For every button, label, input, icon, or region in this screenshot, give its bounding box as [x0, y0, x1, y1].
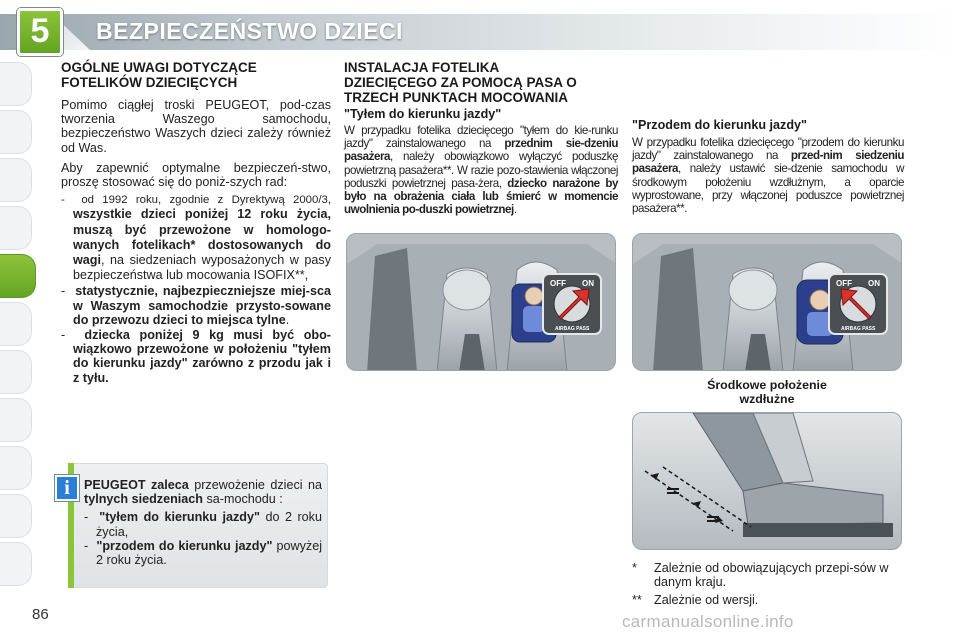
- installation-heading: [344, 60, 618, 105]
- info-item-1: [84, 510, 322, 538]
- chapter-number: 5: [17, 8, 63, 56]
- bullet2-post: .: [285, 312, 290, 327]
- footnote-2: [632, 593, 904, 607]
- bullet1-post: , na siedzeniach wyposażonych w pasy bezpieczeństwa lub mocowania ISOFIX**,: [73, 253, 331, 283]
- footnote-1-text: Zależnie od obowiązujących przepi-sów w danym kraju.: [654, 561, 889, 590]
- forward-bold-1: przed-nim siedzeniu pasażera: [632, 149, 904, 176]
- chapter-tab-8[interactable]: [0, 398, 32, 442]
- middle-position-marks: [667, 489, 719, 521]
- seat-slide-diagram: [633, 413, 902, 550]
- switch2-caption: AIRBAG PASS: [841, 326, 876, 332]
- bullet1-text: od 1992 roku, zgodnie z Dyrektywą 2000/3,: [81, 194, 332, 207]
- footnote-2-text: Zależnie od wersji.: [654, 593, 759, 608]
- installation-heading-line1: INSTALACJA FOTELIKA: [344, 60, 500, 75]
- advice-bullet-2: [61, 284, 331, 327]
- info-item-2: [84, 539, 322, 567]
- info-box-text-1: przewożenie dzieci na: [188, 478, 322, 492]
- installation-heading-line2: DZIECIĘCEGO ZA POMOCĄ PASA O: [344, 75, 577, 90]
- info-box-content: [84, 478, 322, 567]
- footnote-1: [632, 561, 904, 589]
- info-box-text-2: sa-mochodu :: [202, 492, 283, 507]
- info-icon: i: [55, 475, 79, 501]
- caption-line1: Środkowe położenie: [707, 378, 827, 392]
- middle-column: [344, 60, 618, 216]
- chapter-tab-9[interactable]: [0, 446, 32, 490]
- chapter-tab-3[interactable]: [0, 158, 32, 202]
- forward-facing-text: [632, 136, 904, 215]
- car-interior-rear-facing: [347, 234, 616, 371]
- info-item-2-text: powyżej 2 roku życia.: [96, 538, 323, 568]
- switch-caption: AIRBAG PASS: [555, 326, 590, 332]
- chapter-tab-11[interactable]: [0, 542, 32, 586]
- chapter-tab-6[interactable]: [0, 302, 32, 346]
- chapter-tab-10[interactable]: [0, 494, 32, 538]
- page-number: 86: [32, 606, 49, 623]
- intro-paragraph: Pomimo ciągłej troski PEUGEOT, pod-czas tworzenia Waszego samochodu, bezpieczeństwo Waszych dzieci zależy również od Was.: [61, 98, 331, 155]
- bullet-dash: -: [61, 328, 85, 343]
- rear-facing-illustration: [346, 233, 616, 371]
- info-dash-1: -: [84, 510, 89, 525]
- rear-bold-2: dziecko narażone by było na obrażenia ciała lub śmierć w momencie uwolnienia po-duszki powietrznej: [344, 176, 618, 217]
- left-column: [61, 60, 331, 385]
- bullet2-bold: statystycznie, najbezpieczniejsze miej-sca w Waszym samochodzie przysto-sowane do przewozu dzieci to miejsca tylne: [73, 284, 331, 327]
- general-heading-line1: OGÓLNE UWAGI DOTYCZĄCE: [61, 60, 257, 75]
- rear-facing-subheading: "Tyłem do kierunku jazdy": [344, 107, 502, 121]
- bullet3-bold: dziecka poniżej 9 kg musi być obo-wiązkowo przewożone w położeniu "tyłem do kierunku jazdy" zarówno z przodu jak i z tyłu.: [73, 328, 331, 385]
- info-box-text: [84, 478, 322, 506]
- slide-arrow-icons: [651, 473, 723, 523]
- general-heading: [61, 60, 331, 90]
- seat-slide-illustration: [632, 412, 902, 550]
- forward-facing-subheading: "Przodem do kierunku jazdy": [632, 118, 807, 132]
- forward-text-2: , należy ustawić sie-dzenie samochodu w środkowym położeniu wzdłużnym, a oparcie wyprostowane, przy włączonej poduszce powietrznej pasażera**.: [632, 162, 904, 216]
- bullet-dash: -: [61, 284, 76, 299]
- switch-on-label: ON: [582, 279, 594, 288]
- rear-bold-1: przednim sie-dzeniu pasażera: [344, 137, 618, 164]
- switch-off-label: OFF: [550, 279, 566, 288]
- bullet1-bold: wszystkie dzieci poniżej 12 roku życia, muszą być przewożone w homologo-wanych fotelikach* dostosowanych do wagi: [73, 207, 331, 268]
- chapter-tab-4[interactable]: [0, 206, 32, 250]
- chapter-tab-5-active[interactable]: [0, 254, 36, 298]
- info-item-1-text: do 2 roku życia,: [96, 510, 322, 539]
- caption-line2: wzdłużne: [739, 392, 795, 406]
- switch2-off-label: OFF: [836, 279, 852, 288]
- rear-text-3: .: [513, 203, 517, 217]
- rear-text-1: W przypadku fotelika dziecięcego "tyłem do kie-runku jazdy" zainstalowanego na: [344, 124, 618, 151]
- info-item-2-bold: "przodem do kierunku jazdy": [96, 538, 273, 553]
- seat-position-caption: [632, 378, 902, 406]
- info-item-1-bold: "tyłem do kierunku jazdy": [99, 510, 260, 525]
- switch2-on-label: ON: [868, 279, 880, 288]
- forward-text-1: W przypadku fotelika dziecięcego "przodem do kierunku jazdy" zainstalowanego na: [632, 136, 904, 163]
- bullet-dash: -: [61, 194, 82, 207]
- rear-text-2: , należy obowiązkowo wyłączyć poduszkę powietrzną pasażera**. W razie pozo-stawienia włączonej poduszki powietrznej pasa-żera,: [344, 150, 618, 190]
- footnote-1-mark: *: [632, 561, 637, 575]
- advice-bullet-1: [61, 194, 331, 283]
- advice-paragraph: Aby zapewnić optymalne bezpieczeń-stwo, proszę stosować się do poniż-szych rad:: [61, 160, 331, 190]
- car-interior-forward-facing: [633, 234, 902, 371]
- page-title: BEZPIECZEŃSTWO DZIECI: [96, 18, 403, 44]
- rear-facing-text: [344, 124, 618, 216]
- chapter-tab-2[interactable]: [0, 110, 32, 154]
- advice-bullet-3: [61, 328, 331, 385]
- footnotes: [632, 561, 904, 608]
- right-column: [632, 118, 904, 215]
- chapter-tab-1[interactable]: [0, 62, 32, 106]
- general-heading-line2: FOTELIKÓW DZIECIĘCYCH: [61, 75, 238, 90]
- chapter-tab-7[interactable]: [0, 350, 32, 394]
- forward-facing-illustration: [632, 233, 902, 371]
- watermark: carmanualsonline.info: [622, 612, 794, 631]
- footnote-2-mark: **: [632, 593, 642, 608]
- info-box-brand: PEUGEOT zaleca: [84, 478, 189, 492]
- installation-heading-line3: TRZECH PUNKTACH MOCOWANIA: [344, 90, 568, 105]
- info-dash-2: -: [84, 538, 89, 553]
- info-box-bold-1: tylnych siedzeniach: [84, 492, 203, 507]
